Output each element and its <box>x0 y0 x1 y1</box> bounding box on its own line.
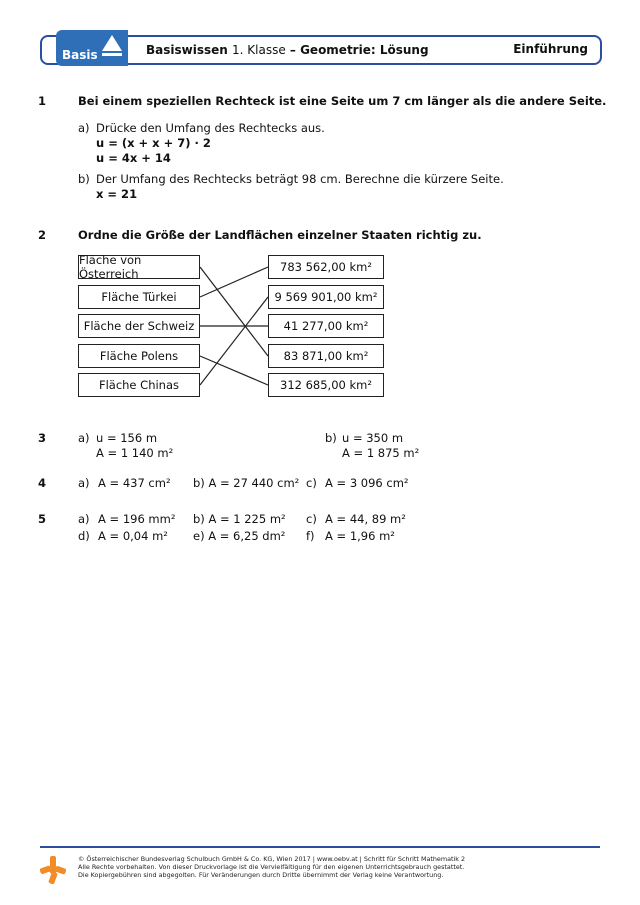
q5f-value: A = 1,96 m² <box>325 529 395 543</box>
left-box-switzerland: Fläche der Schweiz <box>78 314 200 338</box>
q1-number: 1 <box>38 94 47 108</box>
right-box-4: 83 871,00 km² <box>268 344 384 368</box>
q3a-area: A = 1 140 m² <box>96 446 174 460</box>
q3b-area: A = 1 875 m² <box>342 446 420 460</box>
q2-text: Ordne die Größe der Landflächen einzelner Staaten richtig zu. <box>78 228 482 242</box>
q1b-label: b) <box>78 172 90 186</box>
right-box-5: 312 685,00 km² <box>268 373 384 397</box>
q5e: e) A = 6,25 dm² <box>193 529 286 543</box>
q1a-label: a) <box>78 121 90 135</box>
q1b-answer: x = 21 <box>96 187 138 201</box>
footer-line-2: Alle Rechte vorbehalten. Von dieser Druckvorlage ist die Vervielfältigung für den eigenen Unterrichtsgebrauch gestattet. <box>78 863 465 872</box>
q5b: b) A = 1 225 m² <box>193 512 286 526</box>
footer-divider <box>40 846 600 848</box>
q3a-perimeter: u = 156 m <box>96 431 158 445</box>
left-box-poland: Fläche Polens <box>78 344 200 368</box>
q4a-value: A = 437 cm² <box>98 476 171 490</box>
q1a-answer-1: u = (x + x + 7) · 2 <box>96 136 211 150</box>
q5c-value: A = 44, 89 m² <box>325 512 406 526</box>
logo-label: Basis <box>62 48 98 62</box>
q4b: b) A = 27 440 cm² <box>193 476 300 490</box>
right-box-3: 41 277,00 km² <box>268 314 384 338</box>
q4c-label: c) <box>306 476 317 490</box>
q3-number: 3 <box>38 431 47 445</box>
q3b-label: b) <box>325 431 337 445</box>
right-box-1: 783 562,00 km² <box>268 255 384 279</box>
q5c-label: c) <box>306 512 317 526</box>
left-box-austria: Fläche von Österreich <box>78 255 200 279</box>
q5a-label: a) <box>78 512 90 526</box>
q3a-label: a) <box>78 431 90 445</box>
q4-number: 4 <box>38 476 47 490</box>
q5d-value: A = 0,04 m² <box>98 529 168 543</box>
footer-text <box>78 855 465 880</box>
q5-number: 5 <box>38 512 47 526</box>
footer-line-1: © Österreichischer Bundesverlag Schulbuch GmbH & Co. KG, Wien 2017 | www.oebv.at | Schritt für Schritt Mathematik 2 <box>78 855 466 863</box>
q1a-text: Drücke den Umfang des Rechtecks aus. <box>96 121 325 135</box>
q5d-label: d) <box>78 529 90 543</box>
q1-text: Bei einem speziellen Rechteck ist eine Seite um 7 cm länger als die andere Seite. <box>78 94 607 108</box>
left-box-turkey: Fläche Türkei <box>78 285 200 309</box>
publisher-star-icon <box>40 856 66 884</box>
q5a-value: A = 196 mm² <box>98 512 176 526</box>
right-box-2: 9 569 901,00 km² <box>268 285 384 309</box>
q1a-answer-2: u = 4x + 14 <box>96 151 171 165</box>
q5f-label: f) <box>306 529 315 543</box>
q2-number: 2 <box>38 228 47 242</box>
q1b-text: Der Umfang des Rechtecks beträgt 98 cm. Berechne die kürzere Seite. <box>96 172 504 186</box>
q3b-perimeter: u = 350 m <box>342 431 404 445</box>
left-box-china: Fläche Chinas <box>78 373 200 397</box>
q4c-value: A = 3 096 cm² <box>325 476 409 490</box>
section-label: Einführung <box>513 42 588 56</box>
page-title: Basiswissen 1. Klasse – Geometrie: Lösung <box>146 43 429 57</box>
footer-line-3: Die Kopiergebühren sind abgegolten. Für Veränderungen durch Dritte übernimmt der Verlag keine Verantwortung. <box>78 871 444 880</box>
q4a-label: a) <box>78 476 90 490</box>
